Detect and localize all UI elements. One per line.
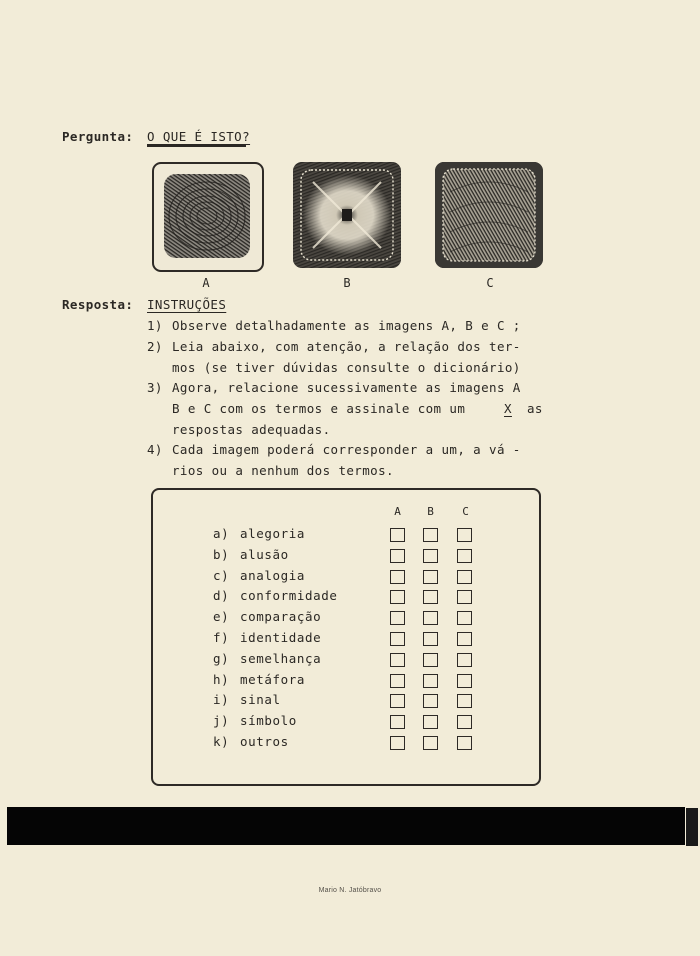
term-row [213, 713, 297, 728]
checkbox-a[interactable] [390, 570, 405, 584]
term-row [213, 588, 338, 603]
term-letter: h) [213, 671, 230, 687]
checkbox-b[interactable] [423, 694, 438, 708]
answer-grid-box [151, 488, 541, 786]
checkbox-b[interactable] [423, 549, 438, 563]
term-letter: g) [213, 650, 230, 666]
term-row [213, 734, 289, 749]
checkbox-a[interactable] [390, 694, 405, 708]
checkbox-a[interactable] [390, 590, 405, 604]
column-header-c: C [462, 505, 469, 518]
instruction-2-number: 2) [147, 339, 163, 354]
pillow-pattern-b [293, 162, 401, 268]
term-label: semelhança [240, 650, 322, 666]
checkbox-b[interactable] [423, 632, 438, 646]
term-row [213, 547, 289, 562]
term-label: alusão [240, 546, 289, 562]
instruction-3-line-3: respostas adequadas. [172, 422, 331, 437]
checkbox-b[interactable] [423, 528, 438, 542]
instruction-1-number: 1) [147, 318, 163, 333]
term-letter: i) [213, 692, 230, 708]
checkbox-c[interactable] [457, 715, 472, 729]
instruction-3-mark: X [504, 401, 512, 416]
checkbox-c[interactable] [457, 674, 472, 688]
term-row [213, 568, 305, 583]
term-label: sinal [240, 692, 281, 708]
instruction-4-number: 4) [147, 442, 163, 457]
checkbox-a[interactable] [390, 653, 405, 667]
checkbox-b[interactable] [423, 736, 438, 750]
image-b [293, 162, 401, 268]
instruction-1-line-1: Observe detalhadamente as imagens A, B e C ; [172, 318, 521, 333]
checkbox-c[interactable] [457, 694, 472, 708]
checkbox-b[interactable] [423, 715, 438, 729]
term-letter: e) [213, 609, 230, 625]
column-header-a: A [394, 505, 401, 518]
term-letter: f) [213, 630, 230, 645]
term-letter: a) [213, 526, 230, 541]
term-letter: c) [213, 567, 230, 583]
caption-a: A [202, 276, 210, 290]
column-header-b: B [427, 505, 434, 518]
term-row [213, 609, 321, 624]
response-label: Resposta: [62, 297, 134, 312]
term-label: conformidade [240, 588, 338, 604]
checkbox-c[interactable] [457, 590, 472, 604]
term-label: identidade [240, 630, 322, 645]
checkbox-a[interactable] [390, 611, 405, 625]
term-label: analogia [240, 567, 306, 583]
instruction-3-line-2: B e C com os termos e assinale com um [172, 401, 466, 416]
instruction-3-mark-after: as [527, 401, 543, 416]
instruction-4-line-2: rios ou a nenhum dos termos. [172, 463, 394, 478]
question-underline [147, 145, 246, 147]
cushion-pattern-c [435, 162, 543, 268]
instruction-2-line-1: Leia abaixo, com atenção, a relação dos ter- [172, 339, 521, 354]
term-letter: d) [213, 588, 230, 604]
term-letter: k) [213, 734, 230, 749]
checkbox-a[interactable] [390, 549, 405, 563]
image-c [435, 162, 543, 268]
footer-author: Mario N. Jatóbravo [318, 887, 382, 894]
checkbox-c[interactable] [457, 632, 472, 646]
term-row [213, 672, 305, 687]
term-letter: b) [213, 546, 230, 562]
caption-b: B [343, 276, 351, 290]
checkbox-a[interactable] [390, 715, 405, 729]
checkbox-a[interactable] [390, 632, 405, 646]
term-row [213, 692, 281, 707]
image-a [152, 162, 264, 272]
instructions-heading: INSTRUÇÕES [147, 297, 227, 312]
checkbox-a[interactable] [390, 528, 405, 542]
term-row [213, 526, 305, 541]
redaction-bar [7, 807, 685, 845]
term-label: alegoria [240, 526, 306, 541]
checkbox-b[interactable] [423, 611, 438, 625]
question-text: O QUE É ISTO? [147, 129, 251, 144]
checkbox-b[interactable] [423, 590, 438, 604]
checkbox-b[interactable] [423, 570, 438, 584]
checkbox-a[interactable] [390, 736, 405, 750]
question-label: Pergunta: [62, 129, 134, 144]
edge-mark [686, 808, 698, 846]
instruction-3-line-1: Agora, relacione sucessivamente as imagens A [172, 380, 521, 395]
fingerprint-pattern-a [154, 164, 262, 270]
instruction-4-line-1: Cada imagem poderá corresponder a um, a vá - [172, 442, 521, 457]
checkbox-c[interactable] [457, 549, 472, 563]
checkbox-c[interactable] [457, 653, 472, 667]
checkbox-c[interactable] [457, 611, 472, 625]
instruction-2-line-2: mos (se tiver dúvidas consulte o dicionário) [172, 360, 521, 375]
term-letter: j) [213, 713, 230, 729]
term-label: comparação [240, 609, 322, 625]
instruction-3-number: 3) [147, 380, 163, 395]
term-row [213, 651, 321, 666]
checkbox-b[interactable] [423, 653, 438, 667]
term-label: metáfora [240, 671, 306, 687]
checkbox-c[interactable] [457, 736, 472, 750]
term-label: outros [240, 734, 289, 749]
term-label: símbolo [240, 713, 297, 729]
caption-c: C [486, 276, 494, 290]
checkbox-c[interactable] [457, 570, 472, 584]
checkbox-c[interactable] [457, 528, 472, 542]
term-row [213, 630, 321, 645]
checkbox-a[interactable] [390, 674, 405, 688]
checkbox-b[interactable] [423, 674, 438, 688]
